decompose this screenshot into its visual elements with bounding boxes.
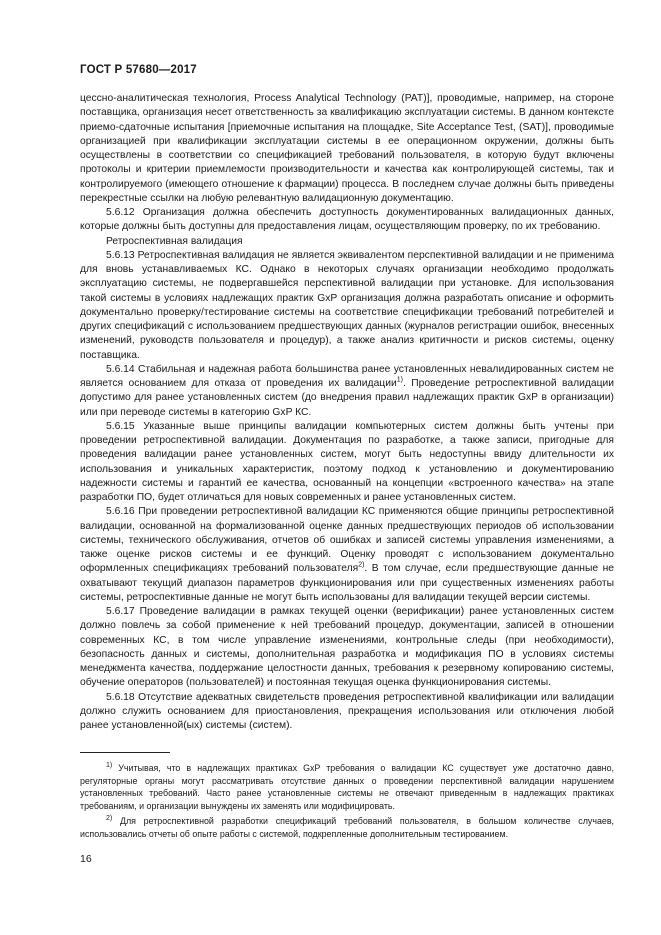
paragraph-5-6-16: 5.6.16 При проведении ретроспективной валидации КС применяются общие принципы ретроспективной валидации, основанной на формализованной оценке данных предшествующих периодов об использовании системы, технического обслуживания, отчетов об ошибках и записей системы управления изменениями, а также оценке рисков системы и ее функций. Оценку проводят с использованием документально оформленных спецификациях требований пользователя$^{2)}$. В том случае, если предшествующие данные не охватывают текущий диапазон параметров функционирования или при существенных изменениях работы системы, ретроспективные данные не могут быть использованы для валидации текущей версии системы. [80, 506, 615, 603]
page-number: 16 [80, 853, 92, 865]
footnote-1-text: Учитывая, что в надлежащих практиках GxP требования о валидации КС существует уже достаточно давно, регуляторные органы могут рассматривать отсутствие данных о проведении перспективной валидации нарушением установленных требований. Часто ранее установленные системы не отвечают приведенным в надлежащих практиках требованиям, и организации вынуждены их заменять или модифицировать. [80, 763, 614, 811]
footnote-mark-1: 1) [106, 762, 113, 770]
footnote-mark-2: 2) [106, 815, 113, 823]
footnote-ref-1: 1) [396, 376, 403, 384]
paragraph-5-6-14: 5.6.14 Стабильная и надежная работа большинства ранее установленных невалидированных систем не является основанием для отказа от проведения их валидации$^{1)}$. Проведение ретроспективной валидации допустимо для ранее установленных систем (до внедрения правил надлежащих практик GxP в организации) или при переводе системы в категорию GxP КС. [80, 363, 614, 418]
paragraph-continuation: цессно-аналитическая технология, Process Analytical Technology (PAT)], проводимые, например, на стороне поставщика, организация несет ответственность за квалификацию эксплуатации системы. В данном контексте приемо-сдаточные испытания [приемочные испытания на площадке, Site Acceptance Test, (SAT)], проводимые организацией при квалификации эксплуатации системы в ее операционном окружении, должны быть осуществлены в соответствии со спецификацией требований пользователя, в которую будут включены протоколы и критерии приемлемости производительности и качества как контролирующей системы, так и контролируемого (имеющего отношение к фармации) процесса. В последнем случае должны быть приведены перекрестные ссылки на любую релевантную валидационную документацию. [80, 93, 614, 204]
section-heading-retrospective: Ретроспективная валидация [106, 235, 243, 247]
footnote-ref-2: 2) [358, 561, 365, 569]
paragraph-5-6-12: 5.6.12 Организация должна обеспечить доступность документированных валидационных данных, которые должны быть доступны для предоставления лицам, осуществляющим проверку, по их требованию. [80, 207, 614, 233]
footnote-2-text: Для ретроспективной разработки спецификаций требований пользователя, в большом количестве случаев, использовались отчеты об опыте работы с системой, подкрепленные дополнительным тестированием. [80, 816, 615, 839]
paragraph-5-6-16-part2: В том случае, если предшествующие данные не охватывают текущий диапазон параметров функционирования или при существенных изменениях работы системы, ретроспективные данные не могут быть использованы для валидации текущей версии системы. [80, 563, 615, 603]
paragraph-5-6-18: 5.6.18 Отсутствие адекватных свидетельств проведения ретроспективной квалификации или валидации должно служить основанием для приостановления, прекращения использования или отключения любой ранее установленной(ых) системы (систем). [80, 691, 614, 731]
footnote-divider [80, 752, 170, 753]
paragraph-5-6-16-part1: 5.6.16 При проведении ретроспективной валидации КС применяются общие принципы ретроспективной валидации, основанной на формализованной оценке данных предшествующих периодов об использовании системы, технического обслуживания, отчетов об ошибках и записей системы управления изменениями, а также оценке рисков системы и ее функций. Оценку проводят с использованием документально оформленных спецификациях требований пользователя [80, 506, 614, 575]
footnote-2 [80, 815, 614, 840]
paragraph-5-6-13: 5.6.13 Ретроспективная валидация не является эквивалентом перспективной валидации и не применима для вновь устанавливаемых КС. Однако в некоторых случаях организации необходимо продолжать эксплуатацию системы, не подвергавшейся перспективной валидации при установке. Для использования такой системы в условиях надлежащих практик GxP организация должна разработать описание и оформить документально проверку/тестирование системы на соответствие спецификации требований потребителей и других спецификаций с использованием предшествующих данных (журналов регистрации ошибок, внесенных изменений, руководств пользователя и процедур), а также анализ критичности и рисков системы, оценку поставщика. [80, 249, 614, 361]
paragraph-5-6-17: 5.6.17 Проведение валидации в рамках текущей оценки (верификации) ранее установленных систем должно повлечь за собой применение к ней требований процедур, документации, записей в отношении современных КС, в том числе управление изменениями, контрольные следы (при необходимости), безопасность данных и системы, дополнительная разработка и модификация ПО в условиях системы менеджмента качества, поддержание целостности данных, требования к резервному копированию системы, обучение операторов (пользователей) и постоянная текущая оценка функционирования системы. [80, 606, 614, 689]
main-text [80, 92, 614, 733]
paragraph-5-6-14-part2: Проведение ретроспективной валидации допустимо для ранее установленных систем (до внедрения правил надлежащих практик GxP в организации) или при переводе системы в категорию GxP КС. [80, 378, 614, 418]
footnotes [80, 762, 614, 843]
paragraph-5-6-15: 5.6.15 Указанные выше принципы валидации компьютерных систем должны быть учтены при проведении ретроспективной валидации. Документация по разработке, а также записи, пригодные для проведения валидации ранее установленных систем, могут быть недоступны ввиду длительности их использования и уникальных характеристик, поэтому подход к установлению и документированию надежности системы и гарантий ее качества, основанный на концепции «встроенного качества» на этапе разработки ПО, будет отличаться для новых современных и ранее установленных систем. [80, 420, 614, 503]
paragraph-5-6-14-part1: 5.6.14 Стабильная и надежная работа большинства ранее установленных невалидированных систем не является основанием для отказа от проведения их валидации [80, 363, 614, 389]
document-header: ГОСТ Р 57680—2017 [80, 64, 197, 76]
footnote-1 [80, 762, 614, 812]
